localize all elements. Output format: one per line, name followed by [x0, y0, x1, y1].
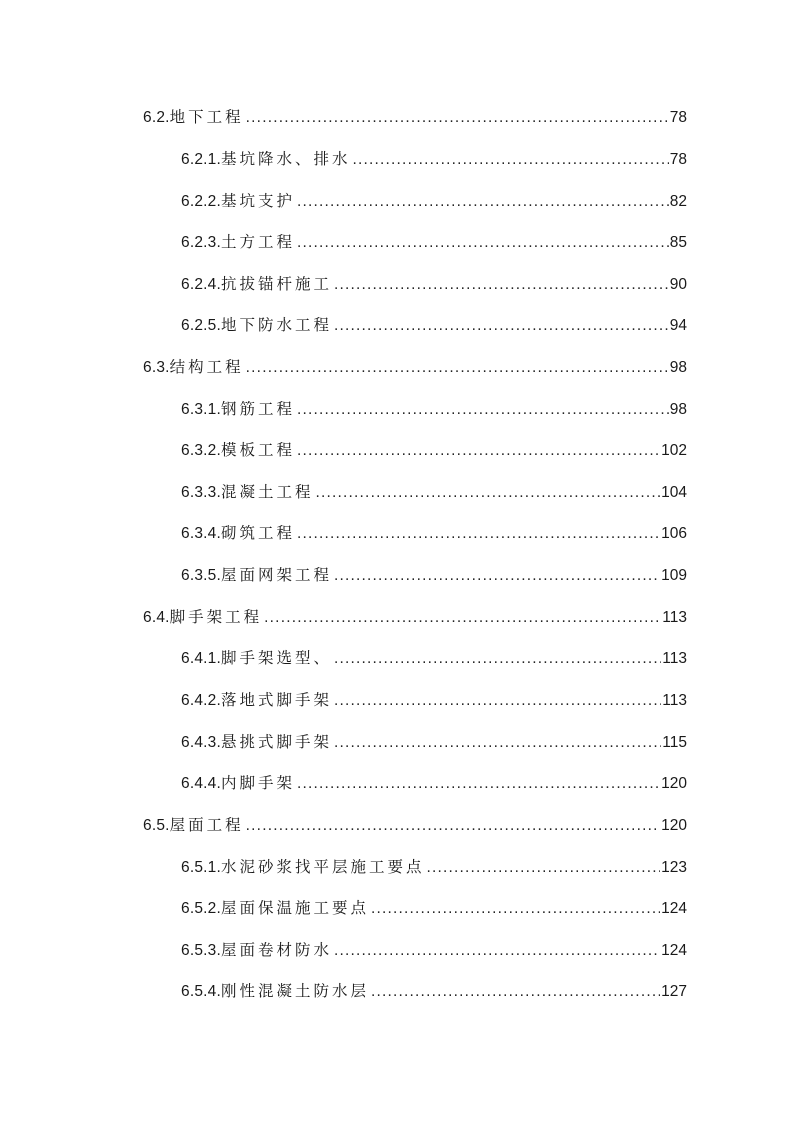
- toc-entry-page: 113: [662, 692, 687, 709]
- toc-entry[interactable]: [0, 813, 687, 837]
- toc-entry-title: 脚手架选型、: [220, 649, 332, 667]
- toc-entry-page: 123: [661, 859, 687, 876]
- toc-entry-title: 内脚手架: [220, 774, 295, 792]
- toc-entry-page: 82: [669, 193, 687, 210]
- toc-entry[interactable]: [0, 855, 687, 879]
- toc-entry[interactable]: [0, 189, 687, 213]
- toc-entry-page: 102: [661, 442, 687, 459]
- toc-dot-leader: [334, 689, 661, 713]
- toc-dot-leader: [427, 856, 661, 880]
- toc-entry[interactable]: [0, 313, 687, 337]
- toc-entry-page: 109: [661, 567, 687, 584]
- toc-entry-number: 6.5.: [143, 817, 170, 834]
- toc-entry[interactable]: [0, 646, 687, 670]
- toc-entry-number: 6.3.: [143, 359, 170, 376]
- toc-dot-leader: [316, 481, 661, 505]
- toc-entry-title: 钢筋工程: [220, 400, 295, 418]
- toc-entry-number: 6.2.2.: [181, 193, 221, 210]
- toc-entry[interactable]: [0, 521, 687, 545]
- toc-entry-page: 98: [669, 401, 687, 418]
- toc-dot-leader: [371, 980, 660, 1004]
- toc-dot-leader: [246, 356, 669, 380]
- toc-entry-title: 抗拔锚杆施工: [220, 275, 332, 293]
- toc-entry-title: 模板工程: [220, 441, 295, 459]
- toc-entry[interactable]: [0, 605, 687, 629]
- toc-entry[interactable]: [0, 230, 687, 254]
- toc-entry[interactable]: [0, 480, 687, 504]
- toc-entry-number: 6.2.1.: [181, 151, 221, 168]
- toc-entry-number: 6.4.1.: [181, 650, 221, 667]
- toc-entry-number: 6.5.1.: [181, 859, 221, 876]
- toc-entry-number: 6.5.2.: [181, 900, 221, 917]
- toc-entry-title: 屋面工程: [169, 816, 244, 834]
- toc-entry-number: 6.3.5.: [181, 567, 221, 584]
- toc-entry-title: 混凝土工程: [220, 483, 314, 501]
- toc-entry-page: 120: [661, 817, 687, 834]
- toc-entry[interactable]: [0, 938, 687, 962]
- toc-entry-number: 6.5.4.: [181, 983, 221, 1000]
- toc-entry-title: 悬挑式脚手架: [220, 733, 332, 751]
- toc-dot-leader: [297, 522, 660, 546]
- toc-entry-page: 127: [661, 983, 687, 1000]
- toc-entry[interactable]: [0, 688, 687, 712]
- toc-entry[interactable]: [0, 730, 687, 754]
- toc-entry-title: 地下工程: [169, 108, 244, 126]
- toc-entry-number: 6.3.1.: [181, 401, 221, 418]
- toc-entry-page: 113: [662, 650, 687, 667]
- toc-dot-leader: [334, 314, 669, 338]
- toc-dot-leader: [246, 106, 669, 130]
- toc-entry-title: 刚性混凝土防水层: [220, 982, 369, 1000]
- toc-entry-page: 94: [669, 317, 687, 334]
- toc-entry-number: 6.4.3.: [181, 734, 221, 751]
- toc-entry[interactable]: [0, 896, 687, 920]
- toc-entry-page: 113: [662, 609, 687, 626]
- toc-entry-page: 85: [669, 234, 687, 251]
- toc-entry[interactable]: [0, 105, 687, 129]
- toc-entry-title: 砌筑工程: [220, 524, 295, 542]
- toc-entry[interactable]: [0, 438, 687, 462]
- toc-dot-leader: [334, 647, 661, 671]
- toc-entry-title: 落地式脚手架: [220, 691, 332, 709]
- toc-dot-leader: [297, 772, 660, 796]
- toc-entry-number: 6.2.3.: [181, 234, 221, 251]
- toc-entry-page: 78: [669, 151, 687, 168]
- toc-dot-leader: [264, 606, 661, 630]
- toc-dot-leader: [297, 398, 669, 422]
- toc-entry[interactable]: [0, 355, 687, 379]
- toc-entry-title: 基坑降水、排水: [220, 150, 351, 168]
- toc-dot-leader: [297, 231, 669, 255]
- toc-entry[interactable]: [0, 272, 687, 296]
- toc-entry-page: 115: [662, 734, 687, 751]
- toc-entry-number: 6.5.3.: [181, 942, 221, 959]
- toc-dot-leader: [246, 814, 660, 838]
- toc-entry-number: 6.2.4.: [181, 276, 221, 293]
- toc-entry-title: 屋面卷材防水: [220, 941, 332, 959]
- toc-entry-page: 90: [669, 276, 687, 293]
- toc-entry-title: 结构工程: [169, 358, 244, 376]
- toc-entry-number: 6.4.: [143, 609, 170, 626]
- toc-entry-number: 6.3.3.: [181, 484, 221, 501]
- toc-entry-number: 6.3.4.: [181, 525, 221, 542]
- toc-dot-leader: [334, 273, 669, 297]
- toc-dot-leader: [297, 439, 660, 463]
- toc-entry[interactable]: [0, 147, 687, 171]
- toc-entry-page: 124: [661, 900, 687, 917]
- toc-entry[interactable]: [0, 397, 687, 421]
- toc-entry-page: 124: [661, 942, 687, 959]
- toc-entry-title: 脚手架工程: [169, 608, 263, 626]
- toc-entry-page: 104: [661, 484, 687, 501]
- toc-entry-title: 水泥砂浆找平层施工要点: [220, 858, 425, 876]
- toc-dot-leader: [334, 564, 660, 588]
- toc-entry-title: 屋面网架工程: [220, 566, 332, 584]
- toc-dot-leader: [297, 190, 669, 214]
- toc-entry-number: 6.4.2.: [181, 692, 221, 709]
- toc-dot-leader: [334, 939, 660, 963]
- toc-entry-number: 6.3.2.: [181, 442, 221, 459]
- toc-entry-title: 基坑支护: [220, 192, 295, 210]
- toc-entry-title: 地下防水工程: [220, 316, 332, 334]
- toc-dot-leader: [371, 897, 660, 921]
- toc-entry[interactable]: [0, 979, 687, 1003]
- toc-entry[interactable]: [0, 563, 687, 587]
- toc-entry-page: 78: [669, 109, 687, 126]
- toc-entry-title: 土方工程: [220, 233, 295, 251]
- toc-entry-page: 98: [669, 359, 687, 376]
- toc-entry-page: 120: [661, 775, 687, 792]
- toc-entry-number: 6.2.: [143, 109, 170, 126]
- toc-entry-title: 屋面保温施工要点: [220, 899, 369, 917]
- toc-entry[interactable]: [0, 771, 687, 795]
- toc-dot-leader: [334, 731, 661, 755]
- toc-entry-number: 6.2.5.: [181, 317, 221, 334]
- toc-entry-number: 6.4.4.: [181, 775, 221, 792]
- toc-dot-leader: [353, 148, 669, 172]
- toc-entry-page: 106: [661, 525, 687, 542]
